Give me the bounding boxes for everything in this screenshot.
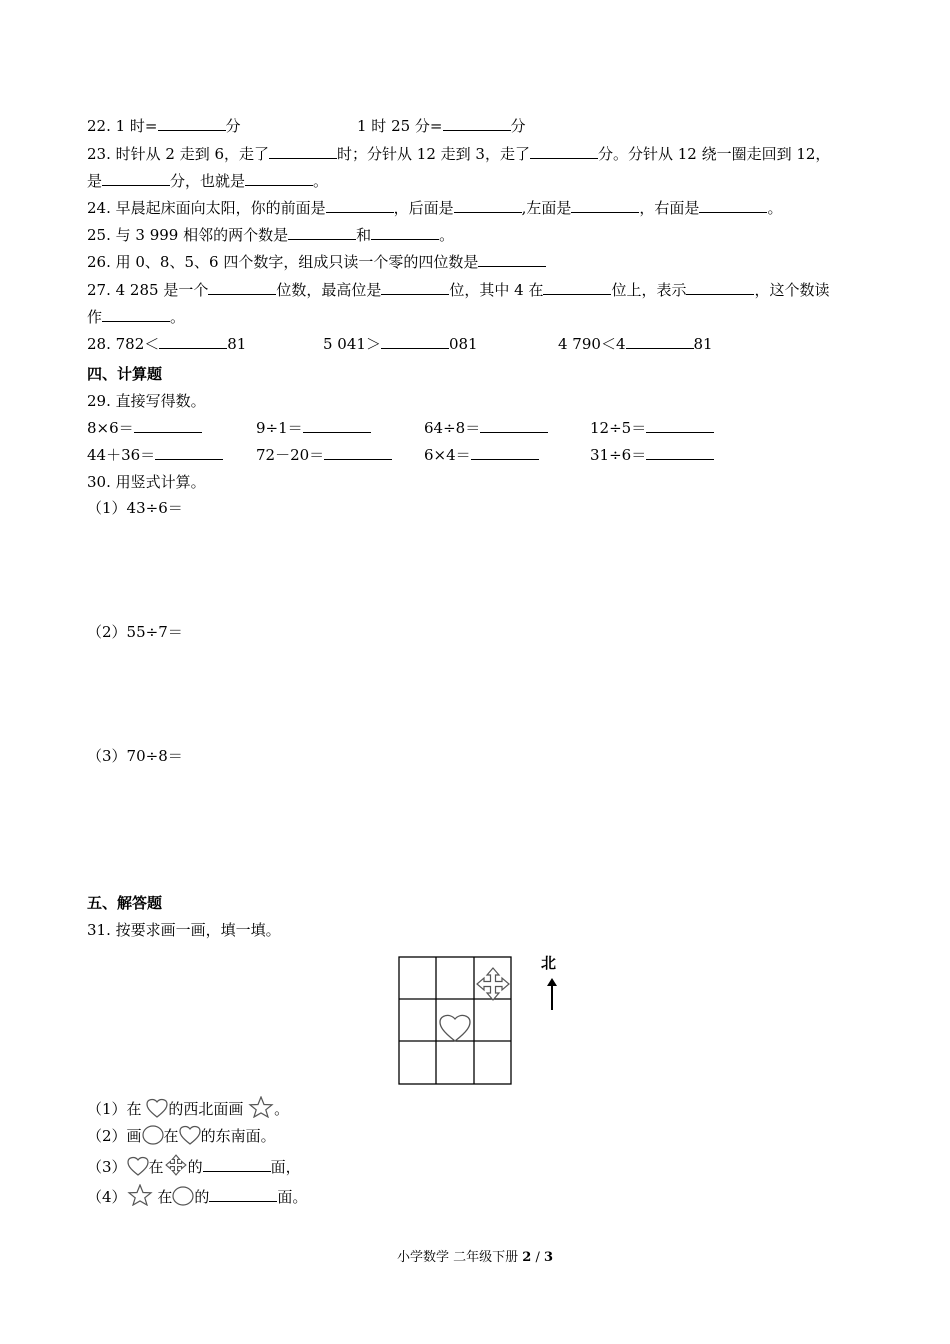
answer-blank[interactable] [326,198,394,213]
q29-problem: 12÷5＝ [590,418,714,438]
answer-blank[interactable] [478,252,546,267]
answer-blank[interactable] [102,307,170,322]
q22-line-a: 22. 1 时= 分 [87,117,241,135]
q29-problem: 9÷1＝ [256,418,371,438]
circle-icon [142,1125,164,1145]
answer-blank[interactable] [303,418,371,433]
answer-blank[interactable] [543,280,611,295]
heart-icon [127,1156,149,1176]
circle-icon [172,1186,194,1206]
four-arrow-icon [164,1154,188,1176]
answer-blank[interactable] [245,171,313,186]
q30-item-1: （1）43÷6＝ [87,499,183,517]
answer-blank[interactable] [454,198,522,213]
section-heading-4: 四、计算题 [87,365,163,383]
answer-blank[interactable] [699,198,767,213]
answer-blank[interactable] [686,280,754,295]
q30-item-3: （3）70÷8＝ [87,747,183,765]
answer-blank[interactable] [530,144,598,159]
direction-grid [398,956,513,1086]
star-icon [248,1096,274,1118]
q29-problem: 72－20＝ [256,445,392,465]
answer-blank[interactable] [381,334,449,349]
q29-title: 29. 直接写得数。 [87,392,206,410]
answer-blank[interactable] [571,198,639,213]
answer-blank[interactable] [626,334,694,349]
answer-blank[interactable] [381,280,449,295]
q30-item-2: （2）55÷7＝ [87,623,183,641]
answer-blank[interactable] [324,445,392,460]
q23-line-2: 是 分，也就是 。 [87,172,329,190]
answer-blank[interactable] [159,334,227,349]
answer-blank[interactable] [269,144,337,159]
q29-problem: 44＋36＝ [87,445,223,465]
answer-blank[interactable] [288,225,356,240]
q26-line: 26. 用 0、8、5、6 四个数字，组成只读一个零的四位数是 [87,252,546,272]
page-number: 2 [522,1250,532,1265]
q31-item-2: （2）画 在 的东南面。 [87,1127,276,1145]
q29-problem: 31÷6＝ [590,445,714,465]
q27-line-2: 作 。 [87,308,186,326]
page-footer: 小学数学 二年级下册 2 / 3 [396,1250,554,1265]
answer-blank[interactable] [471,445,539,460]
q25-line: 25. 与 3 999 相邻的两个数是 和 。 [87,226,455,244]
answer-blank[interactable] [134,418,202,433]
q27-line-1: 27. 4 285 是一个 位数，最高位是 位，其中 4 在 位上，表示 ，这个数读 [87,281,830,299]
answer-blank[interactable] [443,116,511,131]
answer-blank[interactable] [371,225,439,240]
answer-blank[interactable] [480,418,548,433]
answer-blank[interactable] [646,418,714,433]
answer-blank[interactable] [102,171,170,186]
q28-item-a: 28. 782＜ 81 [87,335,247,353]
page-total: 3 [543,1250,554,1265]
q29-problem: 64÷8＝ [424,418,548,438]
q31-title: 31. 按要求画一画，填一填。 [87,921,281,939]
q22-line-b: 1 时 25 分= 分 [357,117,526,135]
q29-problem: 6×4＝ [424,445,539,465]
answer-blank[interactable] [158,116,226,131]
heart-icon [440,1015,470,1041]
q28-item-b: 5 041＞ 081 [323,335,478,353]
north-arrow-icon [545,978,559,1012]
answer-blank[interactable] [209,1187,277,1202]
q30-title: 30. 用竖式计算。 [87,473,206,491]
q31-item-1: （1）在 的西北面画 。 [87,1096,289,1120]
answer-blank[interactable] [155,445,223,460]
star-icon [127,1184,153,1206]
q24-line: 24. 早晨起床面向太阳，你的前面是 ，后面是 ,左面是 ，右面是 。 [87,199,783,217]
q23-line-1: 23. 时针从 2 走到 6，走了 时；分针从 12 走到 3，走了 分。分针从 12 绕一圈走回到 12， [87,145,831,163]
q28-item-c: 4 790＜4 81 [558,335,713,353]
section-heading-5: 五、解答题 [87,894,163,912]
four-arrow-icon [477,968,509,1000]
q29-problem: 8×6＝ [87,418,202,438]
heart-icon [146,1098,168,1118]
heart-icon [179,1125,201,1145]
answer-blank[interactable] [646,445,714,460]
q31-item-3: （3） 在 的 面， [87,1154,301,1178]
q31-item-4: （4） 在 的 面。 [87,1184,307,1208]
answer-blank[interactable] [208,280,276,295]
north-label: 北 [541,954,557,972]
answer-blank[interactable] [203,1157,271,1172]
